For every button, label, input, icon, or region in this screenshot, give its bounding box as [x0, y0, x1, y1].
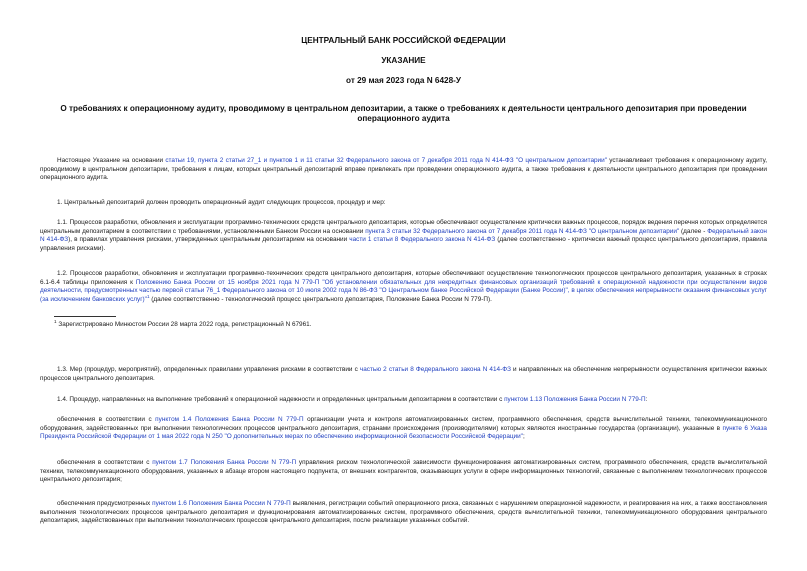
text: ; [522, 433, 525, 441]
document-title: О требованиях к операционному аудиту, проводимому в центральном депозитарии, а также о требованиях к деятельности центрального депозитария при проведении операционного аудита [60, 104, 747, 123]
footnote-mark: 1 [54, 318, 57, 324]
text: и направленных на обеспечение непрерывности осуществления критически важных процессов центрального депозитария. [40, 366, 767, 382]
footnote [54, 318, 754, 330]
text: выявления, регистрации событий операционного риска, связанных с нарушением операционной надежности, и реагирования на них, а также восстановления выполнения технологических процессов центрального депозитария и функционирования автоматизированных систем, программного обеспечения, средств вычислительной техники, телекоммуникационного оборудования центрального депозитария, задействованных при выполнении технологических процессов центрального депозитария, после реализации указанных событий. [40, 500, 767, 525]
regulation-link[interactable]: пунктом 1.6 Положения Банка России N 779-П [152, 500, 291, 507]
law-link[interactable]: пункта 3 статьи 32 Федерального закона от 7 декабря 2011 года N 414-ФЗ "О центральном депозитарии" [365, 227, 680, 235]
paragraph-1-4-item-3 [40, 500, 767, 526]
regulation-link[interactable]: Положению Банка России от 15 ноября 2021 года N 779-П "Об установлении обязательных для некредитных финансовых организаций требований к операционной надежности при осуществлении видов деятельности, предусмотренных частью первой статьи 76_1 Федерального закона от 10 июля 2002 года N 86-ФЗ "О Центральном банке Российской Федерации (Банке России)", в целях обеспечения непрерывности оказания финансовых услуг (за исключением банковских услуг)" [40, 278, 767, 303]
law-link[interactable]: части 1 статьи 8 Федерального закона N 414-ФЗ [349, 236, 496, 244]
document-type: УКАЗАНИЕ [381, 56, 426, 65]
preamble-paragraph [40, 157, 767, 183]
text: (далее - [679, 227, 708, 235]
text: 1.4. Процедур, направленных на выполнение требований к операционной надежности и определенных центральным депозитарием в соответствии с [57, 396, 505, 403]
paragraph-1-4 [40, 396, 767, 405]
text: управления риском технологической зависимости функционирования автоматизированных систем, программного обеспечения, средств вычислительной техники, телекоммуникационного оборудования, указанных в абзаце втором настоящего подпункта, от внешних контрагентов, оказывающих услуги в сфере информационных технологий, связанные с выполнением технологических процессов центрального депозитария; [40, 459, 768, 484]
footnote-ref[interactable]: 1 [146, 293, 150, 299]
paragraph-1-4-item-2 [40, 459, 767, 485]
paragraph-1: 1. Центральный депозитарий должен проводить операционный аудит следующих процессов, процедур и мер: [57, 199, 386, 206]
text: 1.2. Процессов разработки, обновления и эксплуатации программно-технических средств центрального депозитария, которые обеспечивают осуществление технологических процессов центрального депозитария, указанных в строках 6.1-6.4 таблицы приложения к [40, 270, 767, 286]
text: обеспечения предусмотренных [57, 500, 153, 507]
issuer-heading: ЦЕНТРАЛЬНЫЙ БАНК РОССИЙСКОЙ ФЕДЕРАЦИИ [301, 36, 506, 45]
document-date-number: от 29 мая 2023 года N 6428-У [346, 76, 461, 85]
text: (далее соответственно - критически важный процесс центрального депозитария, правила управления рисками). [40, 236, 767, 252]
footnote-divider [54, 316, 116, 317]
text: (далее соответственно - технологический процесс центрального депозитария, Положение Банка России N 779-П). [149, 295, 492, 303]
text: Настоящее Указание на основании [57, 157, 166, 164]
footnote-text: Зарегистрировано Минюстом России 28 марта 2022 года, регистрационный N 67961. [56, 321, 312, 328]
decree-link[interactable]: пункте 6 Указа Президента Российской Федерации от 1 мая 2022 года N 250 "О дополнительных мерах по обеспечению информационной безопасности Российской Федерации" [40, 424, 767, 441]
paragraph-1-4-item-1 [40, 416, 767, 442]
regulation-link[interactable]: пунктом 1.13 Положения Банка России N 779-П [504, 396, 646, 403]
law-link[interactable]: статьи 19, пункта 2 статьи 27_1 и пунктов 1 и 11 статьи 32 Федерального закона от 7 декабря 2011 года N 414-ФЗ "О центральном депозитарии" [165, 157, 607, 164]
regulation-link[interactable]: пунктом 1.7 Положения Банка России N 779-П [152, 459, 297, 466]
text: организации учета и контроля автоматизированных систем, программного обеспечения, средств вычислительной техники, телекоммуникационного оборудования, задействованных при выполнении технологических процессов центрального депозитария, странами происхождения (производителями) которых являются иностранные государства (организации), указанные в [40, 416, 768, 432]
law-link[interactable]: Федеральный закон N 414-ФЗ [40, 227, 767, 244]
text: 1.3. Мер (процедур, мероприятий), определенных правилами управления рисками в соответствии с [57, 366, 360, 373]
text: обеспечения в соответствии с [57, 416, 156, 423]
text: : [645, 396, 648, 403]
paragraph-1-2 [40, 270, 767, 304]
text: 1.1. Процессов разработки, обновления и эксплуатации программно-технических средств центрального депозитария, которые обеспечивают осуществление критически важных процессов, порядок ведения перечня которых определяется центральным депозитарием в соответствии с требованиями, установленными Банком России на основании [40, 219, 767, 235]
text: ), в правилах управления рисками, утвержденных центральным депозитарием на основании [68, 236, 350, 244]
regulation-link[interactable]: пунктом 1.4 Положения Банка России N 779-П [155, 416, 304, 423]
law-link[interactable]: частью 2 статьи 8 Федерального закона N 414-ФЗ [359, 366, 511, 373]
text: обеспечения в соответствии с [57, 459, 153, 466]
paragraph-1-3 [40, 366, 767, 383]
text: устанавливает требования к операционному аудиту, проводимому в центральном депозитарии, требования к лицам, которых центральный депозитарий вправе привлекать при проведении операционного аудита, а также требования к деятельности центрального депозитария при проведении операционного аудита. [40, 157, 767, 182]
paragraph-1-1 [40, 219, 767, 253]
